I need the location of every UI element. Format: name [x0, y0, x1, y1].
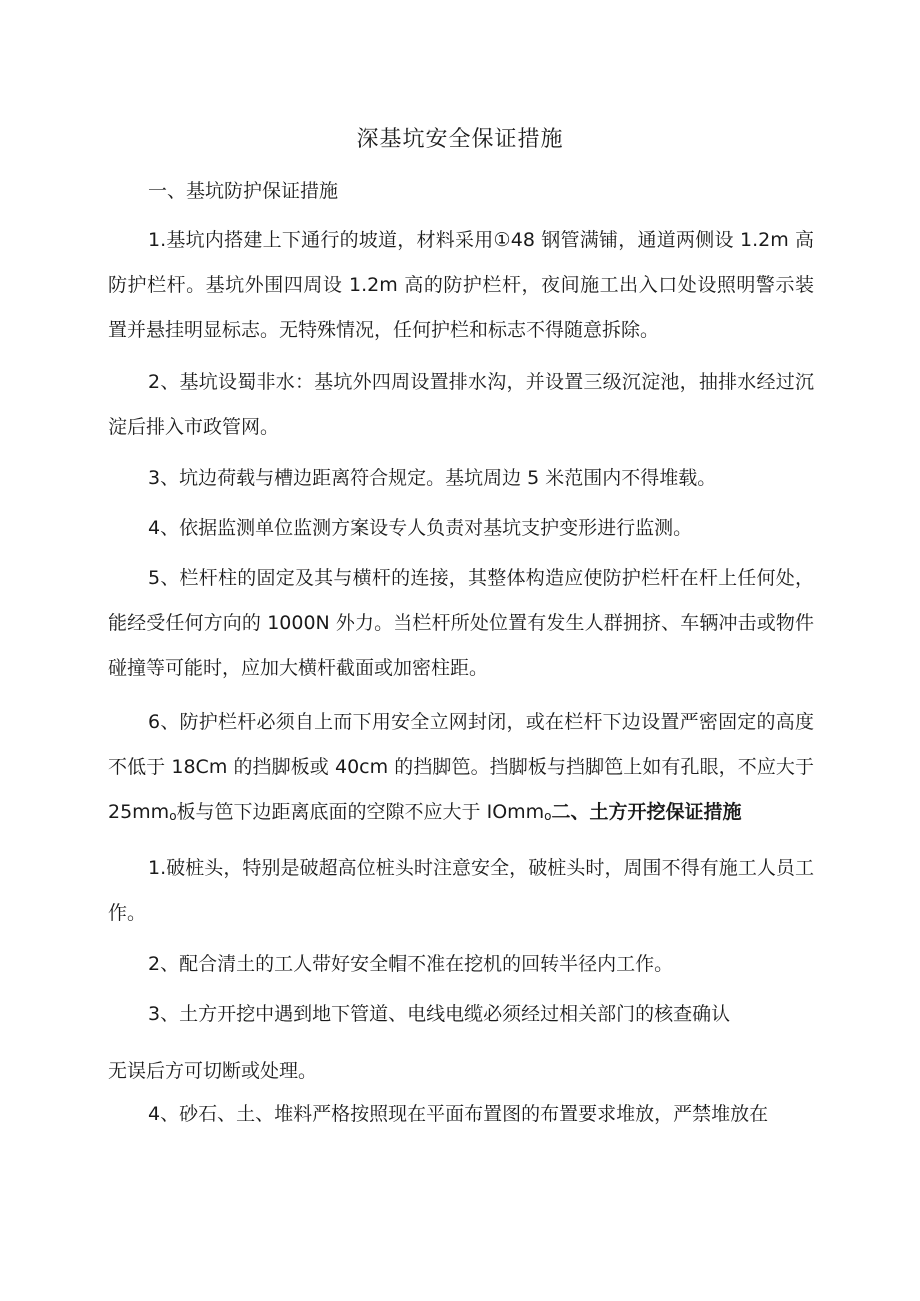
paragraph-6-sub-2: o — [544, 809, 552, 823]
paragraph-1: 1.基坑内搭建上下通行的坡道，材料采用①48 钢管满铺，通道两侧设 1.2m 高防护栏杆。基坑外围四周设 1.2m 高的防护栏杆，夜间施工出入口处设照明警示装置并悬挂明显标志。无特殊情况，任何护栏和标志不得随意拆除。 — [108, 229, 814, 341]
paragraph-6 — [108, 700, 814, 839]
paragraph-7: 1.破桩头，特别是破超高位桩头时注意安全，破桩头时，周围不得有施工人员工作。 — [108, 857, 814, 924]
paragraph-3: 3、坑边荷载与槽边距离符合规定。基坑周边 5 米范围内不得堆载。 — [148, 467, 717, 489]
paragraph-6-mid: 板与笆下边距离底面的空隙不应大于 IOmm — [176, 801, 545, 823]
paragraph-2: 2、基坑设蜀非水：基坑外四周设置排水沟，并设置三级沉淀池，抽排水经过沉淀后排入市政管网。 — [108, 371, 814, 438]
section-heading-2: 二、土方开挖保证措施 — [551, 801, 742, 823]
paragraph-10: 4、砂石、土、堆料严格按照现在平面布置图的布置要求堆放，严禁堆放在 — [148, 1103, 769, 1125]
paragraph-9-line-2: 无误后方可切断或处理。 — [108, 1060, 318, 1082]
paragraph-6-main: 6、防护栏杆必须自上而下用安全立网封闭，或在栏杆下边设置严密固定的高度不低于 18Cm 的挡脚板或 40cm 的挡脚笆。挡脚板与挡脚笆上如有孔眼，不应大于 25mm — [108, 711, 814, 823]
page-title: 深基坑安全保证措施 — [356, 127, 564, 152]
paragraph-5: 5、栏杆柱的固定及其与横杆的连接，其整体构造应使防护栏杆在杆上任何处，能经受任何方向的 1000N 外力。当栏杆所处位置有发生人群拥挤、车辆冲击或物件碰撞等可能时，应加大横杆截面或加密柱距。 — [108, 567, 814, 679]
paragraph-8: 2、配合清土的工人带好安全帽不准在挖机的回转半径内工作。 — [148, 953, 674, 975]
paragraph-4: 4、依据监测单位监测方案设专人负责对基坑支护变形进行监测。 — [148, 517, 693, 539]
paragraph-6-sub-1: o — [169, 809, 177, 823]
paragraph-9-line-1: 3、土方开挖中遇到地下管道、电线电缆必须经过相关部门的核查确认 — [148, 1003, 731, 1025]
section-heading-1: 一、基坑防护保证措施 — [148, 180, 339, 202]
